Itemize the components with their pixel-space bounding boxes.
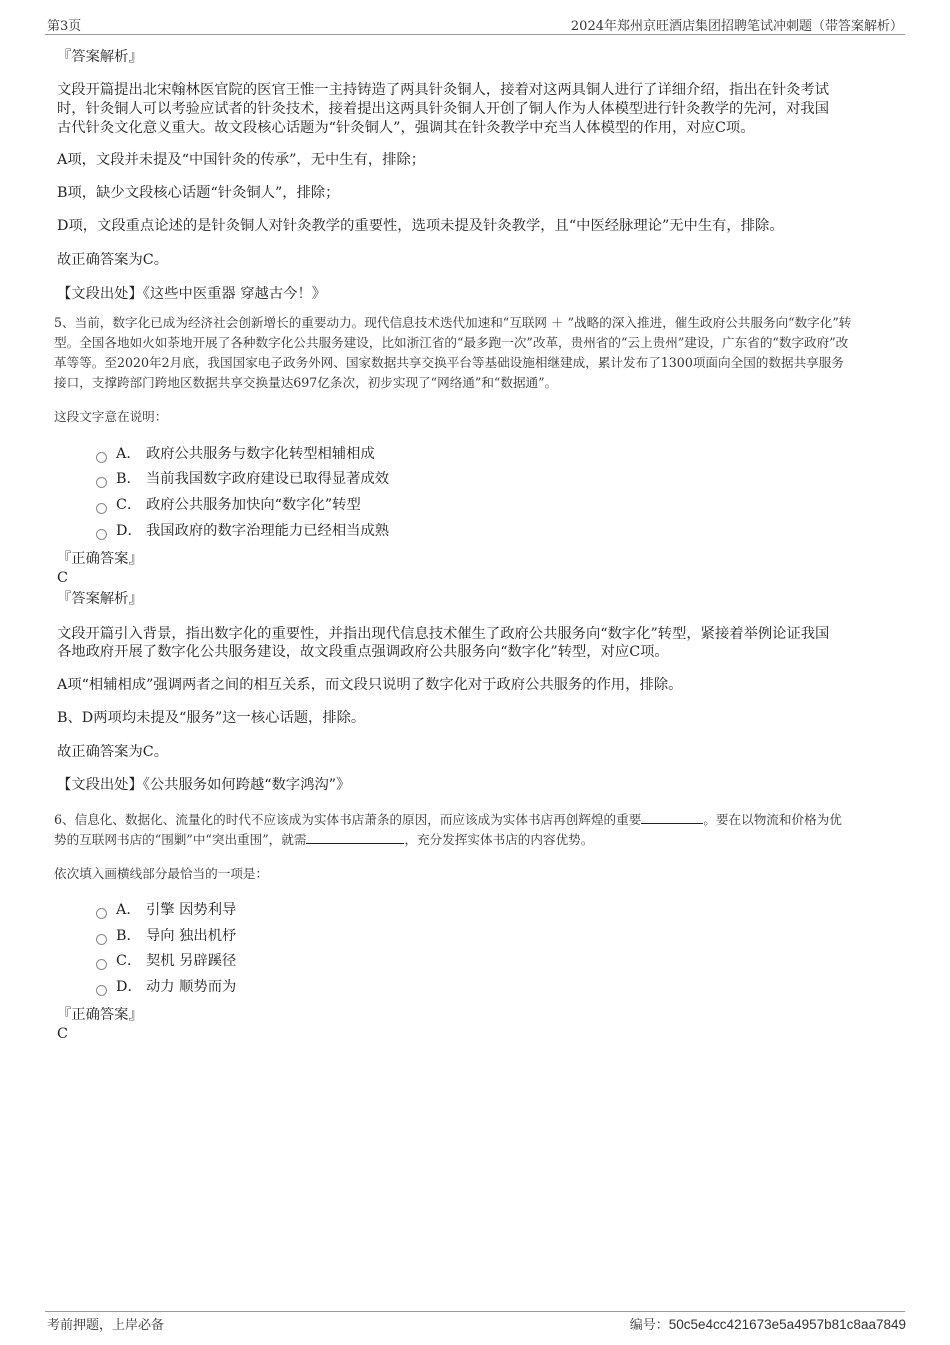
q4-option-d-note: D项，文段重点论述的是针灸铜人对针灸教学的重要性，选项未提及针灸教学，且“中医经脉理论”无中生有，排除。	[57, 218, 784, 234]
q6-answer: C	[57, 1026, 68, 1042]
q6-prompt: 依次填入画横线部分最恰当的一项是：	[54, 866, 269, 881]
footer-slogan: 考前押题，上岸必备	[47, 1318, 165, 1333]
q6-option-d[interactable]: D． 动力 顺势而为	[96, 978, 236, 996]
q5-prompt: 这段文字意在说明：	[54, 409, 168, 424]
q4-source	[57, 285, 897, 303]
q4-analysis-label: 『答案解析』	[57, 49, 143, 65]
q6-answer-label: 『正确答案』	[57, 1007, 143, 1023]
fill-blank-1	[641, 810, 703, 824]
q5-analysis-line-2: 各地政府开展了数字化公共服务建设，故文段重点强调政府公共服务向“数字化”转型，对应C项。	[57, 644, 669, 660]
radio-icon[interactable]	[96, 503, 107, 514]
q4-analysis-line-1: 文段开篇提出北宋翰林医官院的医官王惟一主持铸造了两具针灸铜人，接着对这两具铜人进行了详细介绍，指出在针灸考试	[57, 82, 830, 98]
q5-answer-label: 『正确答案』	[57, 551, 143, 567]
q6-option-a[interactable]: A． 引擎 因势利导	[96, 901, 236, 919]
radio-icon[interactable]	[96, 959, 107, 970]
q5-stem-line-4: 接口，支撑跨部门跨地区数据共享交换量达697亿条次，初步实现了“网络通”和“数据通”。	[54, 375, 558, 390]
q5-analysis-label: 『答案解析』	[57, 591, 143, 607]
radio-icon[interactable]	[96, 985, 107, 996]
document-title: 2024年郑州京旺酒店集团招聘笔试冲刺题（带答案解析）	[570, 19, 903, 34]
radio-icon[interactable]	[96, 529, 107, 540]
q6-option-b[interactable]: B． 导向 独出机杼	[96, 927, 236, 945]
q6-stem-line-2: 势的互联网书店的“围剿”中“突出重围”，就需 ，充分发挥实体书店的内容优势。	[54, 832, 594, 847]
q5-conclusion: 故正确答案为C。	[57, 744, 169, 760]
q5-stem-line-2: 型。全国各地如火如荼地开展了各种数字化公共服务建设，比如浙江省的“最多跑一次”改革，贵州省的“云上贵州”建设，广东省的“数字政府”改	[54, 335, 849, 350]
page-number: 第3页	[47, 19, 82, 34]
q4-analysis-line-3: 古代针灸文化意义重大。故文段核心话题为“针灸铜人”，强调其在针灸教学中充当人体模型的作用，对应C项。	[57, 120, 755, 136]
q6-stem-line-1: 6、信息化、数据化、流量化的时代不应该成为实体书店萧条的原因，而应该成为实体书店再创辉煌的重要 。要在以物流和价格为优	[54, 812, 842, 827]
source-label: 【文段出处】	[57, 286, 143, 302]
q5-option-a[interactable]: A． 政府公共服务与数字化转型相辅相成	[96, 445, 375, 463]
source-title: 《这些中医重器 穿越古今！》	[142, 286, 327, 302]
q4-conclusion: 故正确答案为C。	[57, 252, 169, 268]
source-label: 【文段出处】	[57, 777, 143, 793]
q4-option-b-note: B项，缺少文段核心话题“针灸铜人”，排除；	[57, 185, 340, 201]
q5-stem-line-3: 革等等。至2020年2月底，我国国家电子政务外网、国家数据共享交换平台等基础设施相继建成，累计发布了1300项面向全国的数据共享服务	[54, 355, 844, 370]
radio-icon[interactable]	[96, 452, 107, 463]
q6-option-c[interactable]: C． 契机 另辟蹊径	[96, 952, 236, 970]
q4-analysis-line-2: 时，针灸铜人可以考验应试者的针灸技术，接着提出这两具针灸铜人开创了铜人作为人体模型进行针灸教学的先河，对我国	[57, 101, 830, 117]
q5-source	[57, 776, 897, 794]
q4-option-a-note: A项，文段并未提及“中国针灸的传承”，无中生有，排除；	[57, 152, 426, 168]
header-divider	[45, 34, 905, 35]
q5-option-b[interactable]: B． 当前我国数字政府建设已取得显著成效	[96, 470, 389, 488]
q5-option-c[interactable]: C． 政府公共服务加快向“数字化”转型	[96, 496, 361, 514]
q5-option-a-note: A项“相辅相成”强调两者之间的相互关系，而文段只说明了数字化对于政府公共服务的作用，排除。	[57, 677, 683, 693]
radio-icon[interactable]	[96, 477, 107, 488]
q5-option-d[interactable]: D． 我国政府的数字治理能力已经相当成熟	[96, 522, 389, 540]
q5-analysis-line-1: 文段开篇引入背景，指出数字化的重要性，并指出现代信息技术催生了政府公共服务向“数字化”转型，紧接着举例论证我国	[57, 626, 830, 642]
q5-answer: C	[57, 570, 68, 586]
footer-divider	[45, 1311, 905, 1312]
document-code: 编号：50c5e4cc421673e5a4957b81c8aa7849	[629, 1317, 906, 1333]
fill-blank-2	[306, 830, 404, 844]
source-title: 《公共服务如何跨越“数字鸿沟”》	[142, 777, 351, 793]
radio-icon[interactable]	[96, 908, 107, 919]
q5-option-bd-note: B、D两项均未提及“服务”这一核心话题，排除。	[57, 710, 366, 726]
q5-stem-line-1: 5、当前，数字化已成为经济社会创新增长的重要动力。现代信息技术迭代加速和“互联网 ＋ ”战略的深入推进，催生政府公共服务向“数字化”转	[54, 315, 852, 330]
radio-icon[interactable]	[96, 934, 107, 945]
